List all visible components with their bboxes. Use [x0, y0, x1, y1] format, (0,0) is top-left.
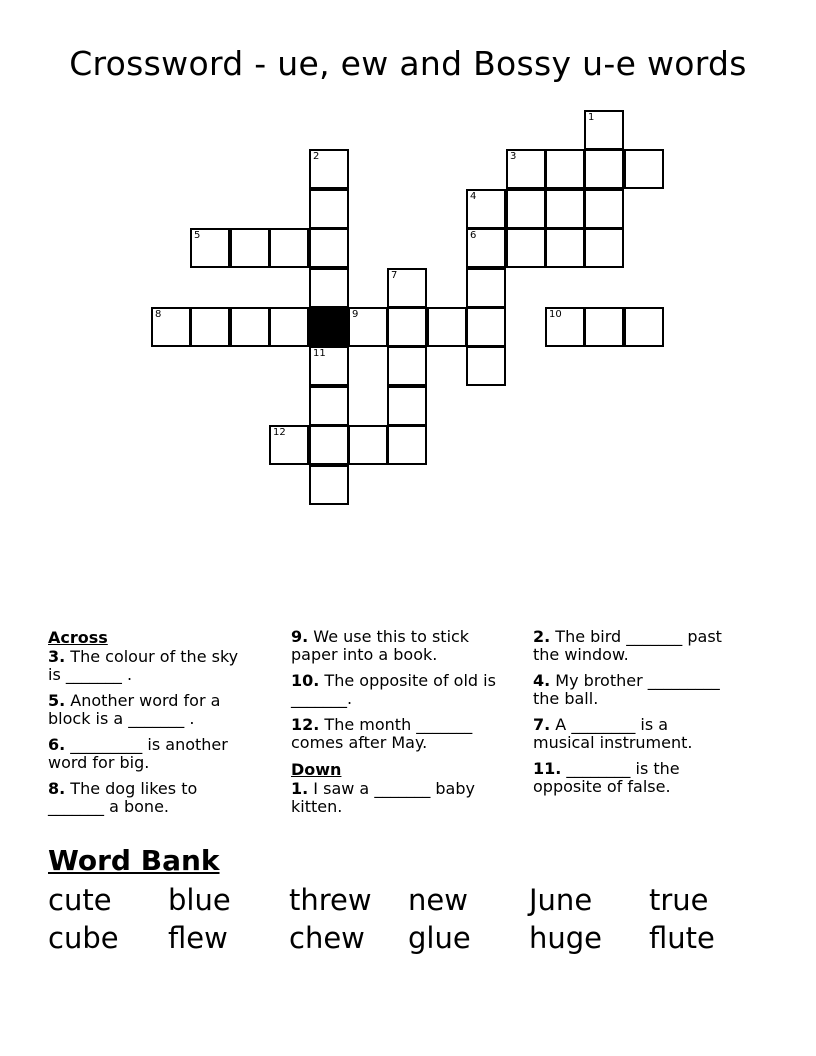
crossword-black-cell — [309, 307, 349, 347]
crossword-cell[interactable] — [387, 425, 427, 465]
crossword-cell[interactable] — [190, 228, 230, 268]
word-bank-word: blue — [168, 883, 231, 917]
clue-number: 4 — [470, 191, 477, 202]
crossword-cell[interactable] — [466, 228, 506, 268]
word-bank-word: flute — [649, 921, 715, 955]
crossword-cell[interactable] — [584, 110, 624, 150]
crossword-cell[interactable] — [387, 307, 427, 347]
word-bank-word: flew — [168, 921, 228, 955]
crossword-cell[interactable] — [584, 149, 624, 189]
word-bank-word: chew — [289, 921, 365, 955]
crossword-cell[interactable] — [387, 268, 427, 308]
clue-across-9: 9. We use this to stick paper into a book. — [291, 627, 470, 664]
crossword-cell[interactable] — [230, 307, 270, 347]
crossword-cell[interactable] — [624, 307, 664, 347]
word-bank-word: cube — [48, 921, 119, 955]
crossword-grid — [0, 0, 816, 520]
clue-number: 5 — [194, 230, 201, 241]
crossword-cell[interactable] — [624, 149, 664, 189]
across-heading: Across — [48, 628, 108, 647]
crossword-cell[interactable] — [584, 189, 624, 229]
crossword-cell[interactable] — [190, 307, 230, 347]
clue-across-3: 3. The colour of the sky is _______ . — [48, 647, 239, 684]
crossword-cell[interactable] — [466, 268, 506, 308]
crossword-cell[interactable] — [309, 425, 349, 465]
crossword-cell[interactable] — [584, 228, 624, 268]
clue-number: 12 — [273, 427, 286, 438]
crossword-cell[interactable] — [584, 307, 624, 347]
crossword-cell[interactable] — [309, 465, 349, 505]
crossword-cell[interactable] — [387, 346, 427, 386]
clue-number: 3 — [510, 151, 517, 162]
word-bank-title: Word Bank — [48, 844, 220, 877]
crossword-cell[interactable] — [269, 228, 309, 268]
clue-number: 2 — [313, 151, 320, 162]
clue-across-6: 6. _________ is another word for big. — [48, 735, 228, 772]
crossword-cell[interactable] — [309, 268, 349, 308]
clue-down-4: 4. My brother _________ the ball. — [533, 671, 720, 708]
crossword-cell[interactable] — [545, 307, 585, 347]
word-bank-word: June — [529, 883, 593, 917]
word-bank-word: huge — [529, 921, 603, 955]
crossword-cell[interactable] — [309, 228, 349, 268]
clue-number: 1 — [588, 112, 595, 123]
clue-number: 9 — [352, 309, 359, 320]
crossword-cell[interactable] — [387, 386, 427, 426]
crossword-cell[interactable] — [466, 189, 506, 229]
crossword-cell[interactable] — [348, 425, 388, 465]
crossword-cell[interactable] — [466, 346, 506, 386]
crossword-cell[interactable] — [230, 228, 270, 268]
crossword-cell[interactable] — [545, 228, 585, 268]
crossword-cell[interactable] — [309, 346, 349, 386]
crossword-cell[interactable] — [506, 149, 546, 189]
crossword-cell[interactable] — [348, 307, 388, 347]
clue-number: 10 — [549, 309, 562, 320]
clue-number: 11 — [313, 348, 326, 359]
clues-column-2 — [291, 628, 509, 824]
crossword-cell[interactable] — [506, 189, 546, 229]
clue-across-12: 12. The month _______ comes after May. — [291, 715, 473, 752]
clue-number: 6 — [470, 230, 477, 241]
crossword-cell[interactable] — [427, 307, 467, 347]
word-bank-word: glue — [408, 921, 471, 955]
crossword-cell[interactable] — [151, 307, 191, 347]
crossword-cell[interactable] — [309, 386, 349, 426]
crossword-cell[interactable] — [309, 149, 349, 189]
word-bank-word: true — [649, 883, 709, 917]
crossword-cell[interactable] — [545, 189, 585, 229]
clue-down-11: 11. ________ is the opposite of false. — [533, 759, 680, 796]
word-bank-word: new — [408, 883, 468, 917]
crossword-cell[interactable] — [269, 425, 309, 465]
clue-down-7: 7. A ________ is a musical instrument. — [533, 715, 693, 752]
clues-column-1 — [48, 628, 248, 824]
down-heading: Down — [291, 760, 342, 779]
clues-column-3 — [533, 628, 729, 804]
clue-number: 8 — [155, 309, 162, 320]
crossword-cell[interactable] — [269, 307, 309, 347]
clue-across-5: 5. Another word for a block is a _______ . — [48, 691, 221, 728]
clue-down-1: 1. I saw a _______ baby kitten. — [291, 779, 475, 816]
crossword-cell[interactable] — [309, 189, 349, 229]
clue-across-8: 8. The dog likes to _______ a bone. — [48, 779, 198, 816]
clue-number: 7 — [391, 270, 398, 281]
clue-down-2: 2. The bird _______ past the window. — [533, 627, 722, 664]
crossword-cell[interactable] — [506, 228, 546, 268]
page-title: Crossword - ue, ew and Bossy u-e words — [69, 44, 747, 83]
word-bank-word: cute — [48, 883, 112, 917]
crossword-cell[interactable] — [466, 307, 506, 347]
clue-across-10: 10. The opposite of old is _______. — [291, 671, 496, 708]
crossword-cell[interactable] — [545, 149, 585, 189]
word-bank-word: threw — [289, 883, 372, 917]
